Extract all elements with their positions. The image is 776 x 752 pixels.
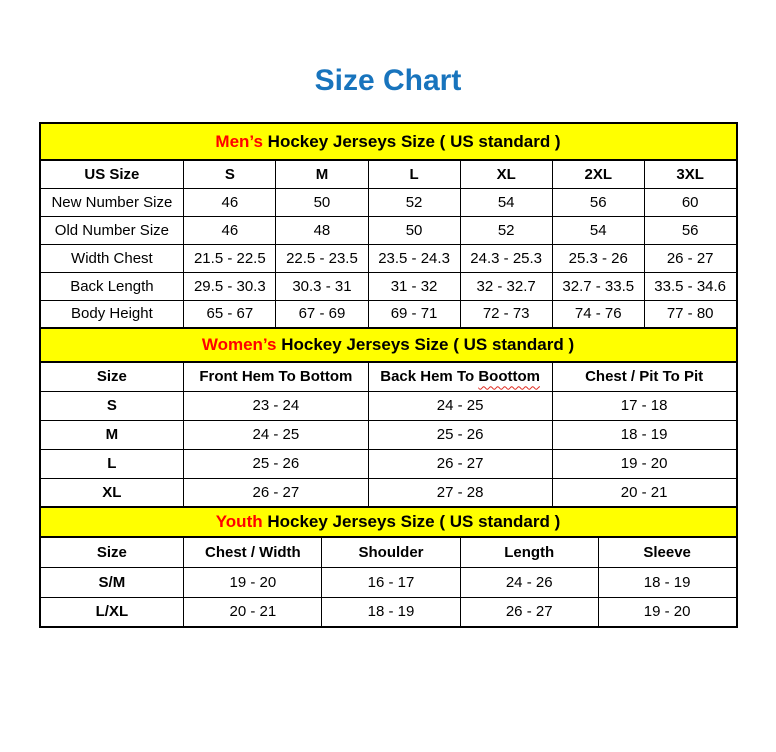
size-chart-tables bbox=[39, 122, 738, 628]
section-title-highlight: Youth bbox=[215, 512, 263, 531]
table-cell: 26 - 27 bbox=[460, 597, 598, 627]
table-cell: 52 bbox=[460, 216, 552, 244]
row-label: Old Number Size bbox=[40, 216, 184, 244]
table-cell: 25 - 26 bbox=[368, 420, 552, 449]
table-row bbox=[40, 449, 737, 478]
table-cell: 21.5 - 22.5 bbox=[184, 244, 276, 272]
table-cell: 32.7 - 33.5 bbox=[552, 272, 644, 300]
misspelled-word: Boottom bbox=[478, 368, 540, 386]
table-row bbox=[40, 420, 737, 449]
row-label: L bbox=[40, 449, 184, 478]
table-cell: 56 bbox=[644, 216, 736, 244]
column-header: M bbox=[276, 160, 368, 188]
table-cell: 67 - 69 bbox=[276, 300, 368, 328]
table-cell: 46 bbox=[184, 216, 276, 244]
section-title-womens bbox=[39, 327, 738, 363]
table-cell: 48 bbox=[276, 216, 368, 244]
table-row bbox=[40, 244, 737, 272]
table-cell: 24 - 25 bbox=[368, 391, 552, 420]
column-header: L bbox=[368, 160, 460, 188]
table-cell: 50 bbox=[276, 188, 368, 216]
table-cell: 23.5 - 24.3 bbox=[368, 244, 460, 272]
row-label: Back Length bbox=[40, 272, 184, 300]
section-title-youth bbox=[39, 506, 738, 538]
table-cell: 24.3 - 25.3 bbox=[460, 244, 552, 272]
column-header: XL bbox=[460, 160, 552, 188]
table-cell: 27 - 28 bbox=[368, 478, 552, 507]
table-cell: 65 - 67 bbox=[184, 300, 276, 328]
table-cell: 52 bbox=[368, 188, 460, 216]
table-row bbox=[40, 300, 737, 328]
youth-size-table bbox=[39, 536, 738, 628]
table-cell: 54 bbox=[460, 188, 552, 216]
table-cell: 31 - 32 bbox=[368, 272, 460, 300]
table-cell: 32 - 32.7 bbox=[460, 272, 552, 300]
table-cell: 30.3 - 31 bbox=[276, 272, 368, 300]
header-row bbox=[40, 537, 737, 567]
table-cell: 72 - 73 bbox=[460, 300, 552, 328]
header-text: Back Hem To bbox=[380, 368, 479, 386]
column-header: S bbox=[184, 160, 276, 188]
table-cell: 20 - 21 bbox=[184, 597, 322, 627]
column-header: Chest / Width bbox=[184, 537, 322, 567]
table-cell: 22.5 - 23.5 bbox=[276, 244, 368, 272]
row-label: L/XL bbox=[40, 597, 184, 627]
column-header: Size bbox=[40, 362, 184, 391]
section-title-mens bbox=[39, 122, 738, 161]
row-label: S bbox=[40, 391, 184, 420]
table-cell: 26 - 27 bbox=[644, 244, 736, 272]
column-header: Shoulder bbox=[322, 537, 460, 567]
table-cell: 26 - 27 bbox=[184, 478, 368, 507]
table-cell: 18 - 19 bbox=[598, 567, 736, 597]
page-title: Size Chart bbox=[314, 64, 462, 97]
column-header: 2XL bbox=[552, 160, 644, 188]
table-row bbox=[40, 188, 737, 216]
table-row bbox=[40, 391, 737, 420]
table-row bbox=[40, 567, 737, 597]
row-label: New Number Size bbox=[40, 188, 184, 216]
table-cell: 29.5 - 30.3 bbox=[184, 272, 276, 300]
column-header: Sleeve bbox=[598, 537, 736, 567]
table-cell: 46 bbox=[184, 188, 276, 216]
table-cell: 60 bbox=[644, 188, 736, 216]
column-header: Front Hem To Bottom bbox=[184, 362, 368, 391]
table-cell: 33.5 - 34.6 bbox=[644, 272, 736, 300]
table-cell: 50 bbox=[368, 216, 460, 244]
row-label: Width Chest bbox=[40, 244, 184, 272]
table-row bbox=[40, 216, 737, 244]
table-cell: 26 - 27 bbox=[368, 449, 552, 478]
womens-size-table bbox=[39, 361, 738, 508]
table-row bbox=[40, 597, 737, 627]
table-cell: 16 - 17 bbox=[322, 567, 460, 597]
column-header bbox=[368, 362, 552, 391]
table-cell: 23 - 24 bbox=[184, 391, 368, 420]
table-cell: 19 - 20 bbox=[552, 449, 736, 478]
header-row bbox=[40, 362, 737, 391]
table-row bbox=[40, 478, 737, 507]
section-title-rest: Hockey Jerseys Size ( US standard ) bbox=[262, 512, 561, 531]
section-title-rest: Hockey Jerseys Size ( US standard ) bbox=[262, 131, 561, 151]
table-row bbox=[40, 272, 737, 300]
table-cell: 18 - 19 bbox=[552, 420, 736, 449]
row-label: Body Height bbox=[40, 300, 184, 328]
table-cell: 20 - 21 bbox=[552, 478, 736, 507]
row-label: XL bbox=[40, 478, 184, 507]
table-cell: 18 - 19 bbox=[322, 597, 460, 627]
column-header: Chest / Pit To Pit bbox=[552, 362, 736, 391]
table-cell: 19 - 20 bbox=[598, 597, 736, 627]
column-header: Length bbox=[460, 537, 598, 567]
row-label: S/M bbox=[40, 567, 184, 597]
table-cell: 24 - 26 bbox=[460, 567, 598, 597]
column-header: US Size bbox=[40, 160, 184, 188]
table-cell: 17 - 18 bbox=[552, 391, 736, 420]
header-row bbox=[40, 160, 737, 188]
table-cell: 24 - 25 bbox=[184, 420, 368, 449]
table-cell: 25 - 26 bbox=[184, 449, 368, 478]
table-cell: 69 - 71 bbox=[368, 300, 460, 328]
section-title-highlight: Women’s bbox=[201, 335, 277, 354]
table-cell: 19 - 20 bbox=[184, 567, 322, 597]
table-cell: 56 bbox=[552, 188, 644, 216]
table-cell: 77 - 80 bbox=[644, 300, 736, 328]
column-header: 3XL bbox=[644, 160, 736, 188]
column-header: Size bbox=[40, 537, 184, 567]
section-title-rest: Hockey Jerseys Size ( US standard ) bbox=[276, 335, 575, 354]
table-cell: 74 - 76 bbox=[552, 300, 644, 328]
mens-size-table bbox=[39, 159, 738, 329]
section-title-highlight: Men’s bbox=[215, 131, 263, 151]
table-cell: 54 bbox=[552, 216, 644, 244]
table-cell: 25.3 - 26 bbox=[552, 244, 644, 272]
row-label: M bbox=[40, 420, 184, 449]
